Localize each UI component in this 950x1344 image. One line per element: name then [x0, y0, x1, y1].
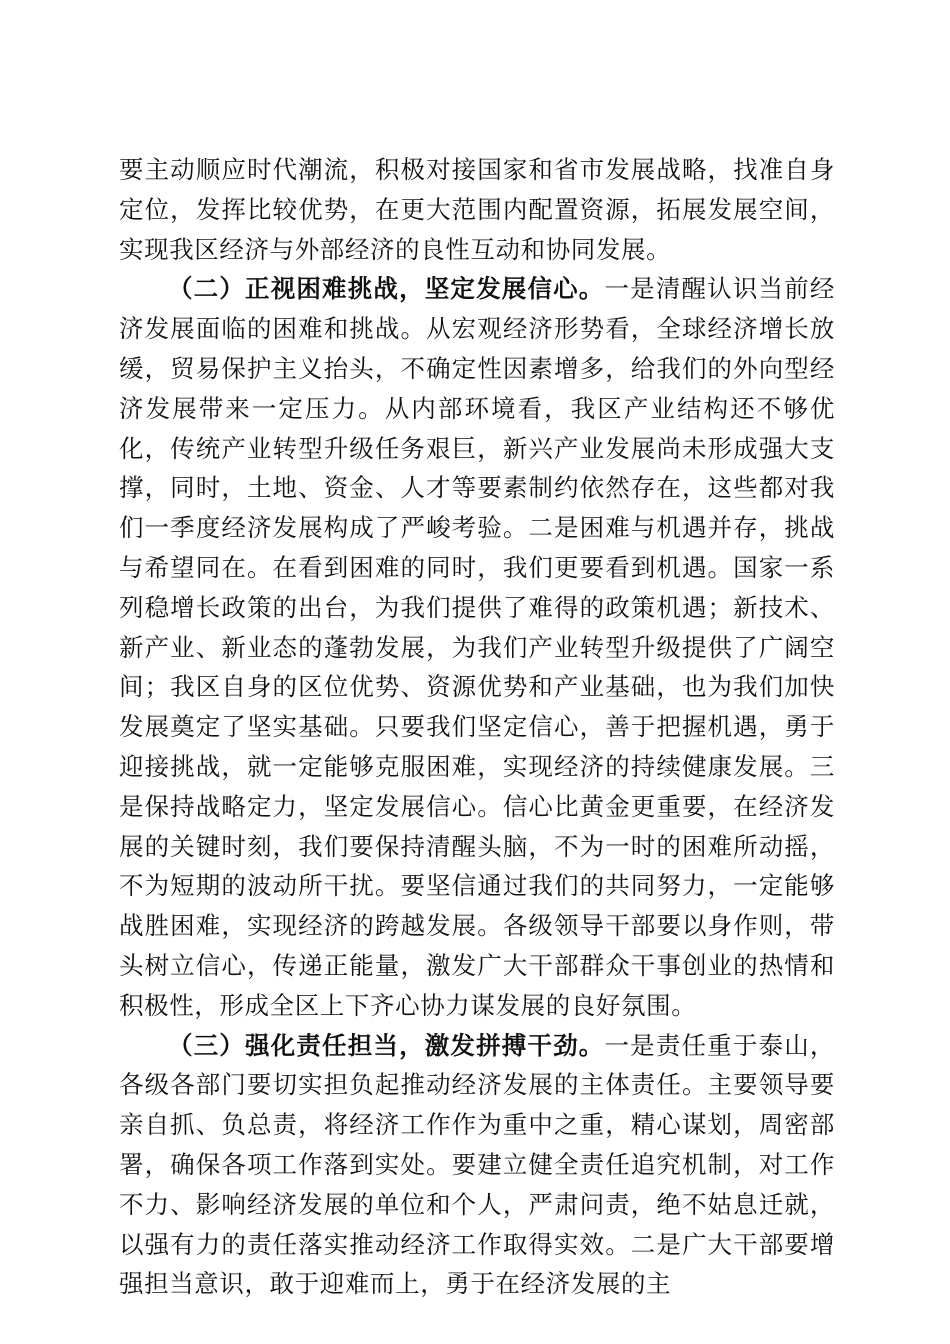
- section-heading-2: （二）正视困难挑战，坚定发展信心。: [168, 274, 605, 304]
- paragraph-3: [119, 1026, 835, 1305]
- paragraph-2-body: 一是清醒认识当前经济发展面临的困难和挑战。从宏观经济形势看，全球经济增长放缓，贸易保护主义抬头，不确定性因素增多，给我们的外向型经济发展带来一定压力。从内部环境看，我区产业结构还不够优化，传统产业转型升级任务艰巨，新兴产业发展尚未形成强大支撑，同时，土地、资金、人才等要素制约依然存在，这些都对我们一季度经济发展构成了严峻考验。二是困难与机遇并存，挑战与希望同在。在看到困难的同时，我们更要看到机遇。国家一系列稳增长政策的出台，为我们提供了难得的政策机遇；新技术、新产业、新业态的蓬勃发展，为我们产业转型升级提供了广阔空间；我区自身的区位优势、资源优势和产业基础，也为我们加快发展奠定了坚实基础。只要我们坚定信心，善于把握机遇，勇于迎接挑战，就一定能够克服困难，实现经济的持续健康发展。三是保持战略定力，坚定发展信心。信心比黄金更重要，在经济发展的关键时刻，我们要保持清醒头脑，不为一时的困难所动摇，不为短期的波动所干扰。要坚信通过我们的共同努力，一定能够战胜困难，实现经济的跨越发展。各级领导干部要以身作则，带头树立信心，传递正能量，激发广大干部群众干事创业的热情和积极性，形成全区上下齐心协力谋发展的良好氛围。: [119, 274, 835, 1020]
- paragraph-1: 要主动顺应时代潮流，积极对接国家和省市发展战略，找准自身定位，发挥比较优势，在更大范围内配置资源，拓展发展空间，实现我区经济与外部经济的良性互动和协同发展。: [119, 155, 835, 264]
- paragraph-3-body: 一是责任重于泰山，各级各部门要切实担负起推动经济发展的主体责任。主要领导要亲自抓、负总责，将经济工作作为重中之重，精心谋划，周密部署，确保各项工作落到实处。要建立健全责任追究机制，对工作不力、影响经济发展的单位和个人，严肃问责，绝不姑息迁就，以强有力的责任落实推动经济工作取得实效。二是广大干部要增强担当意识，敢于迎难而上，勇于在经济发展的主: [119, 1030, 835, 1299]
- paragraph-2: [119, 269, 835, 1025]
- section-heading-3: （三）强化责任担当，激发拼搏干劲。: [168, 1030, 605, 1060]
- document-body: [119, 150, 835, 1304]
